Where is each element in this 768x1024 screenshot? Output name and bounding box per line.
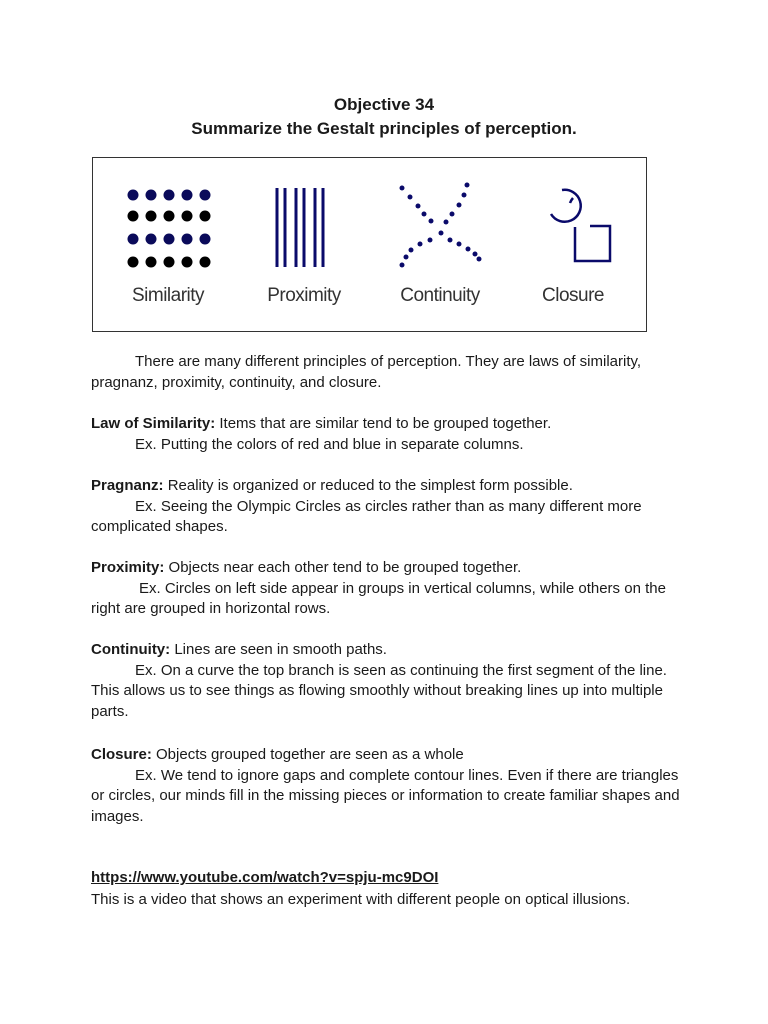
law-definition: Items that are similar tend to be grouped together.: [219, 415, 552, 432]
gestalt-figure-svg: [93, 158, 648, 333]
law-example: Ex. Circles on left side appear in groups in vertical columns, while others on the right are grouped in horizontal rows.: [91, 579, 666, 617]
objective-subtitle: Summarize the Gestalt principles of perception.: [191, 119, 577, 138]
intro-text: There are many different principles of perception. They are laws of similarity, pragnanz, proximity, continuity, and closure.: [91, 353, 642, 391]
law-example: Ex. Putting the colors of red and blue in separate columns.: [135, 435, 524, 453]
law-term: Pragnanz:: [91, 477, 164, 494]
law-term: Continuity:: [91, 641, 171, 658]
law-definition: Objects grouped together are seen as a whole: [156, 746, 464, 763]
caption-proximity: Proximity: [267, 285, 341, 306]
law-pragnanz: [91, 476, 691, 538]
caption-similarity: Similarity: [131, 285, 205, 306]
intro-paragraph: [91, 352, 691, 393]
continuity-dots-illustration: [400, 183, 482, 268]
law-term: Proximity:: [91, 559, 165, 576]
law-definition: Reality is organized or reduced to the simplest form possible.: [167, 477, 573, 494]
law-continuity: [91, 640, 691, 722]
law-term: Closure:: [91, 746, 152, 763]
video-link[interactable]: https://www.youtube.com/watch?v=spju-mc9DOI: [91, 869, 439, 886]
law-closure: [91, 745, 691, 827]
closure-shapes-illustration: [551, 190, 610, 261]
law-similarity: [91, 414, 691, 455]
law-example: Ex. On a curve the top branch is seen as continuing the first segment of the line. This allows us to see things as flowing smoothly without breaking lines up into multiple parts.: [91, 661, 667, 720]
law-term: Law of Similarity:: [91, 415, 216, 432]
caption-closure: Closure: [542, 285, 604, 306]
objective-title: Objective 34: [333, 95, 435, 114]
law-definition: Objects near each other tend to be grouped together.: [168, 559, 522, 576]
similarity-dots-illustration: [128, 190, 211, 268]
law-definition: Lines are seen in smooth paths.: [174, 641, 387, 658]
video-description: This is a video that shows an experiment with different people on optical illusions.: [91, 891, 631, 908]
law-proximity: [91, 558, 691, 620]
gestalt-figure: [92, 157, 647, 332]
caption-continuity: Continuity: [400, 285, 480, 306]
law-example: Ex. Seeing the Olympic Circles as circles rather than as many different more complicated shapes.: [91, 497, 642, 535]
proximity-lines-illustration: [277, 188, 323, 267]
law-example: Ex. We tend to ignore gaps and complete contour lines. Even if there are triangles or circles, our minds fill in the missing pieces or information to create familiar shapes and images.: [91, 766, 680, 825]
